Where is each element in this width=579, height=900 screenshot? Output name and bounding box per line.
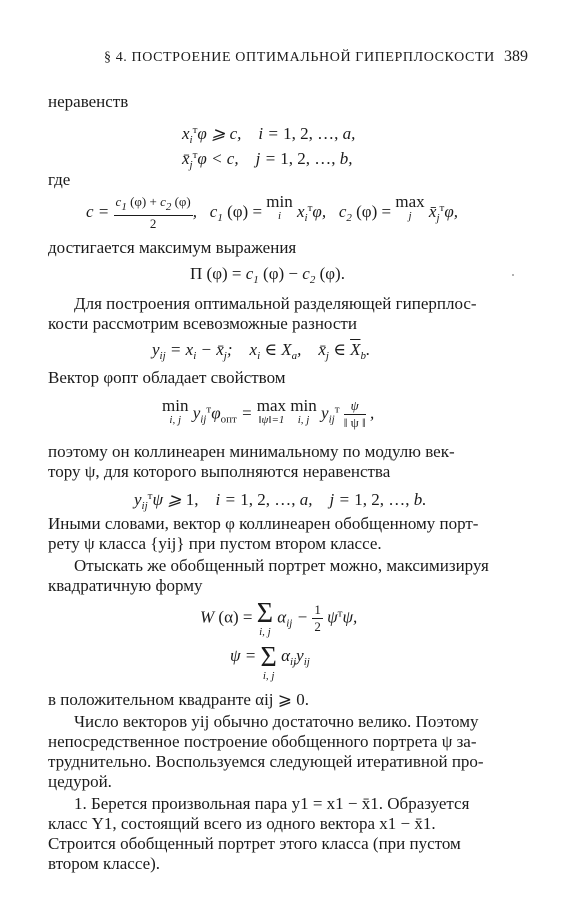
text-line: тору ψ, для которого выполняются неравенства	[48, 462, 391, 481]
running-header	[104, 48, 528, 66]
formula-inequality-x: $x_i^т\varphi$ ⩾ c, i = 1, 2, …, a,	[182, 124, 356, 146]
text-line: в положительном квадранте αij ⩾ 0.	[48, 690, 310, 709]
text-line: Отыскать же обобщенный портрет можно, максимизируя	[74, 556, 489, 575]
text-line: втором классе).	[48, 854, 161, 873]
formula-pi: Π $(\varphi) = c_1$ $(\varphi) - c_2$ (φ).	[190, 264, 345, 286]
text-line: класс Y1, состоящий всего из одного вектора x1 − x̄1.	[48, 814, 436, 833]
text-line: Строится обобщенный портрет этого класса (при пустом	[48, 834, 461, 853]
text-line: рету ψ класса {yij} при пустом втором классе.	[48, 534, 382, 553]
text-line: Иными словами, вектор φ коллинеарен обобщенному порт-	[48, 514, 479, 533]
running-title: § 4. ПОСТРОЕНИЕ ОПТИМАЛЬНОЙ ГИПЕРПЛОСКОСТИ	[104, 50, 495, 65]
text-line: непосредственное построение обобщенного портрета ψ за-	[48, 732, 477, 751]
formula-psi-inequalities: $y_{ij}^т\psi$ ⩾ 1, i = 1, 2, …, a, j = 1, 2, …, b.	[134, 490, 427, 512]
text-line: Число векторов yij обычно достаточно велико. Поэтому	[74, 712, 479, 731]
text-line: цедурой.	[48, 772, 112, 791]
formula-c-definition: c = $\frac{c_1 (\varphi) + c_2 (\varphi)}{2}$ , $c_1$ (φ) = min i $x_i^т\varphi$, $c_2$ (φ) = max j $x̄_j^т\varphi$,	[86, 192, 458, 231]
page-number: 389	[504, 48, 528, 65]
formula-differences: $y_{ij} = x_i$ − $x̄_j$; $x_i$ ∈ $X_a$, $x̄_j$ ∈ $\overline{X}_b$.	[152, 340, 371, 362]
formula-phi-opt-property: min i, j $y_{ij}^т\varphi_{опт} = \max$ ‖ψ‖=1 min i, j $y_{ij}^т$ $\frac{\psi}{‖ \psi ‖}$ ,	[162, 396, 375, 430]
formula-quadratic-form: W (α) = Σ i, j $\alpha_{ij}$ − $\frac{1}{2}$ $\psi^т\psi$,	[200, 598, 358, 638]
formula-inequality-xbar: $x̄_j^т\varphi < c$, j = 1, 2, …, b,	[182, 149, 353, 171]
text-line: Для построения оптимальной разделяющей гиперплос-	[74, 294, 477, 313]
speck	[512, 274, 514, 276]
formula-psi-sum: ψ = Σ i, j $\alpha_{ij}y_{ij}$	[230, 642, 310, 682]
text-line: где	[48, 170, 71, 189]
text-line: неравенств	[48, 92, 129, 111]
text-line: поэтому он коллинеарен минимальному по модулю век-	[48, 442, 455, 461]
text-line: кости рассмотрим всевозможные разности	[48, 314, 357, 333]
text-line: Вектор φопт обладает свойством	[48, 368, 286, 387]
text-line: труднительно. Воспользуемся следующей итеративной про-	[48, 752, 484, 771]
text-line: 1. Берется произвольная пара y1 = x1 − x̄1. Образуется	[74, 794, 470, 813]
text-line: квадратичную форму	[48, 576, 203, 595]
text-line: достигается максимум выражения	[48, 238, 297, 257]
